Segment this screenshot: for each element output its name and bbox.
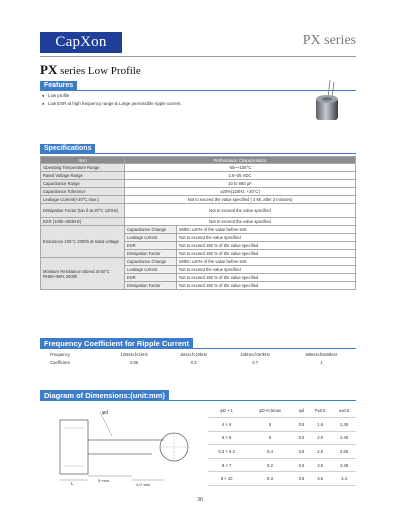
dimension-diagram	[40, 406, 200, 490]
dim-cell: 2.45	[332, 431, 356, 445]
dim-cell: 5	[245, 431, 295, 445]
dim-header: a±0.5	[332, 404, 356, 418]
dim-header: φD × L	[208, 404, 245, 418]
page-title-rest: series Low Profile	[60, 65, 141, 77]
capacitor-product-image	[308, 78, 344, 128]
spec-value: -55~+105°C	[125, 164, 356, 172]
moisture-sub-label: Dissipation Factor	[125, 282, 177, 290]
freq-coef-value: 0.7	[252, 359, 259, 365]
spec-label: Operating Temperature Range	[41, 164, 125, 172]
dimensions-table	[208, 404, 356, 486]
moisture-sub-value: Not to exceed 150 % of the value specified	[177, 282, 356, 290]
freq-coef-value: 0.3	[190, 359, 197, 365]
dim-cell: 5	[245, 418, 295, 432]
dimensions-rule	[40, 400, 356, 401]
moisture-sub-value: Not to exceed 150 % of the value specified	[177, 274, 356, 282]
moisture-sub-label: Leakage current	[125, 266, 177, 274]
dim-header: F±0.5	[308, 404, 332, 418]
specifications-heading: Specifications	[40, 144, 95, 154]
page-number: 36	[197, 497, 203, 503]
spec-label: Capacitance Range	[41, 180, 125, 188]
freq-header: 10kHz≤f<50kHz	[240, 351, 270, 357]
dim-cell: 6.4	[245, 445, 295, 459]
dim-cell: 0.5	[295, 472, 308, 486]
spec-label: Rated Voltage Range	[41, 172, 125, 180]
moisture-label: Moisture Resistance Stored at 60°C RH90~95% 2000h	[41, 258, 125, 290]
spec-col-item: Item	[41, 157, 125, 164]
dissipation-value: Not to exceed the value specified	[125, 204, 356, 218]
dim-cell: 0.5	[295, 431, 308, 445]
dim-cell: 1.5	[308, 418, 332, 432]
endurance-sub-label: ESR	[125, 242, 177, 250]
spec-value: 10 to 680 μF	[125, 180, 356, 188]
dim-header: φD+0.5max	[245, 404, 295, 418]
brand-logo: CapXon	[40, 32, 122, 53]
dim-cell: 0.5	[295, 458, 308, 472]
spec-col-perf: Performance Characteristics	[125, 157, 356, 164]
series-name: PX series	[302, 33, 356, 48]
dimensions-heading: Diagram of Dimensions:(unit:mm)	[40, 390, 169, 401]
dim-cell: 8 × 7	[208, 458, 245, 472]
moisture-sub-value: Within ±20% of the value before test	[177, 258, 356, 266]
header-divider	[40, 56, 356, 57]
moisture-sub-value: Not to exceed the value specified	[177, 266, 356, 274]
endurance-sub-label: Dissipation Factor	[125, 250, 177, 258]
endurance-sub-label: Capacitance Change	[125, 226, 177, 234]
lead-left-label: 5~min	[98, 478, 110, 483]
endurance-sub-value: Within ±20% of the value before test	[177, 226, 356, 234]
dim-cell: 6.3 × 6.3	[208, 445, 245, 459]
freq-header: 50kHz≤f≤500kHz	[305, 351, 338, 357]
freq-header: 120Hz≤f<1kHz	[120, 351, 148, 357]
freq-coef-label: Coefficient	[50, 359, 70, 365]
frequency-rule	[40, 348, 356, 349]
lead-right-label: 4.0~min	[136, 482, 151, 487]
spec-value: 2.5~35 VDC	[125, 172, 356, 180]
dim-cell: 2.45	[332, 458, 356, 472]
dim-cell: 0.5	[295, 445, 308, 459]
feature-item: ● Low ESR at high frequency range & Large permissible ripple current.	[42, 100, 182, 108]
esr-value: Not to exceed the value specified	[125, 218, 356, 226]
specifications-table	[40, 156, 356, 290]
length-label: L	[71, 481, 74, 486]
feature-item: ● Low profile	[42, 92, 182, 100]
spec-label: Leakage Current(+20°C,max.)	[41, 196, 125, 204]
dim-cell: 2.0	[308, 431, 332, 445]
esr-label: ESR (100k~300kHz)	[41, 218, 125, 226]
dim-cell: 2.65	[332, 445, 356, 459]
spec-label: Capacitance Tolerance	[41, 188, 125, 196]
specifications-rule	[40, 153, 356, 154]
page-title	[40, 62, 141, 78]
features-heading: Features	[40, 81, 77, 91]
dim-cell: 8 × 10	[208, 472, 245, 486]
endurance-sub-label: Leakage current	[125, 234, 177, 242]
endurance-sub-value: Not to exceed 150 % of the value specified	[177, 250, 356, 258]
endurance-sub-value: Not to exceed 150 % of the value specified	[177, 242, 356, 250]
moisture-sub-label: Capacitance Change	[125, 258, 177, 266]
dim-cell: 0.5	[295, 418, 308, 432]
dim-cell: 2.45	[332, 418, 356, 432]
dissipation-label: Dissipation Factor (tan δ at 20°C 120Hz)	[41, 204, 125, 218]
endurance-sub-value: Not to exceed the value specified	[177, 234, 356, 242]
dim-cell: 3.5	[308, 472, 332, 486]
table-row	[208, 431, 356, 445]
dim-cell: 2.5	[308, 445, 332, 459]
dim-cell: 5 × 6	[208, 431, 245, 445]
freq-coef-value: 1	[320, 359, 323, 365]
table-row	[208, 472, 356, 486]
phi-d-label: φd	[102, 410, 109, 416]
table-row	[208, 458, 356, 472]
dim-cell: 2.4	[332, 472, 356, 486]
dim-cell: 3.5	[308, 458, 332, 472]
freq-header: Frequency	[50, 351, 70, 357]
dim-cell: 8.3	[245, 472, 295, 486]
frequency-heading: Frequency Coefficient for Ripple Current	[40, 338, 193, 349]
page-title-model: PX	[40, 62, 58, 77]
moisture-sub-label: ESR	[125, 274, 177, 282]
spec-value: Not to exceed the value specified ( 2 Mi, after 2 minutes)	[125, 196, 356, 204]
frequency-table	[40, 350, 356, 366]
spec-value: ±20%(120Hz, +20°C)	[125, 188, 356, 196]
freq-header: 1kHz≤f<10kHz	[179, 351, 208, 357]
dim-header: φd	[295, 404, 308, 418]
table-row	[208, 445, 356, 459]
freq-coef-value: 0.05	[130, 359, 139, 365]
endurance-label: Endurance 105°C 2000h at rated voltage	[41, 226, 125, 258]
table-row	[208, 418, 356, 432]
dim-cell: 8.2	[245, 458, 295, 472]
features-list	[42, 92, 182, 108]
dim-cell: 4 × 6	[208, 418, 245, 432]
